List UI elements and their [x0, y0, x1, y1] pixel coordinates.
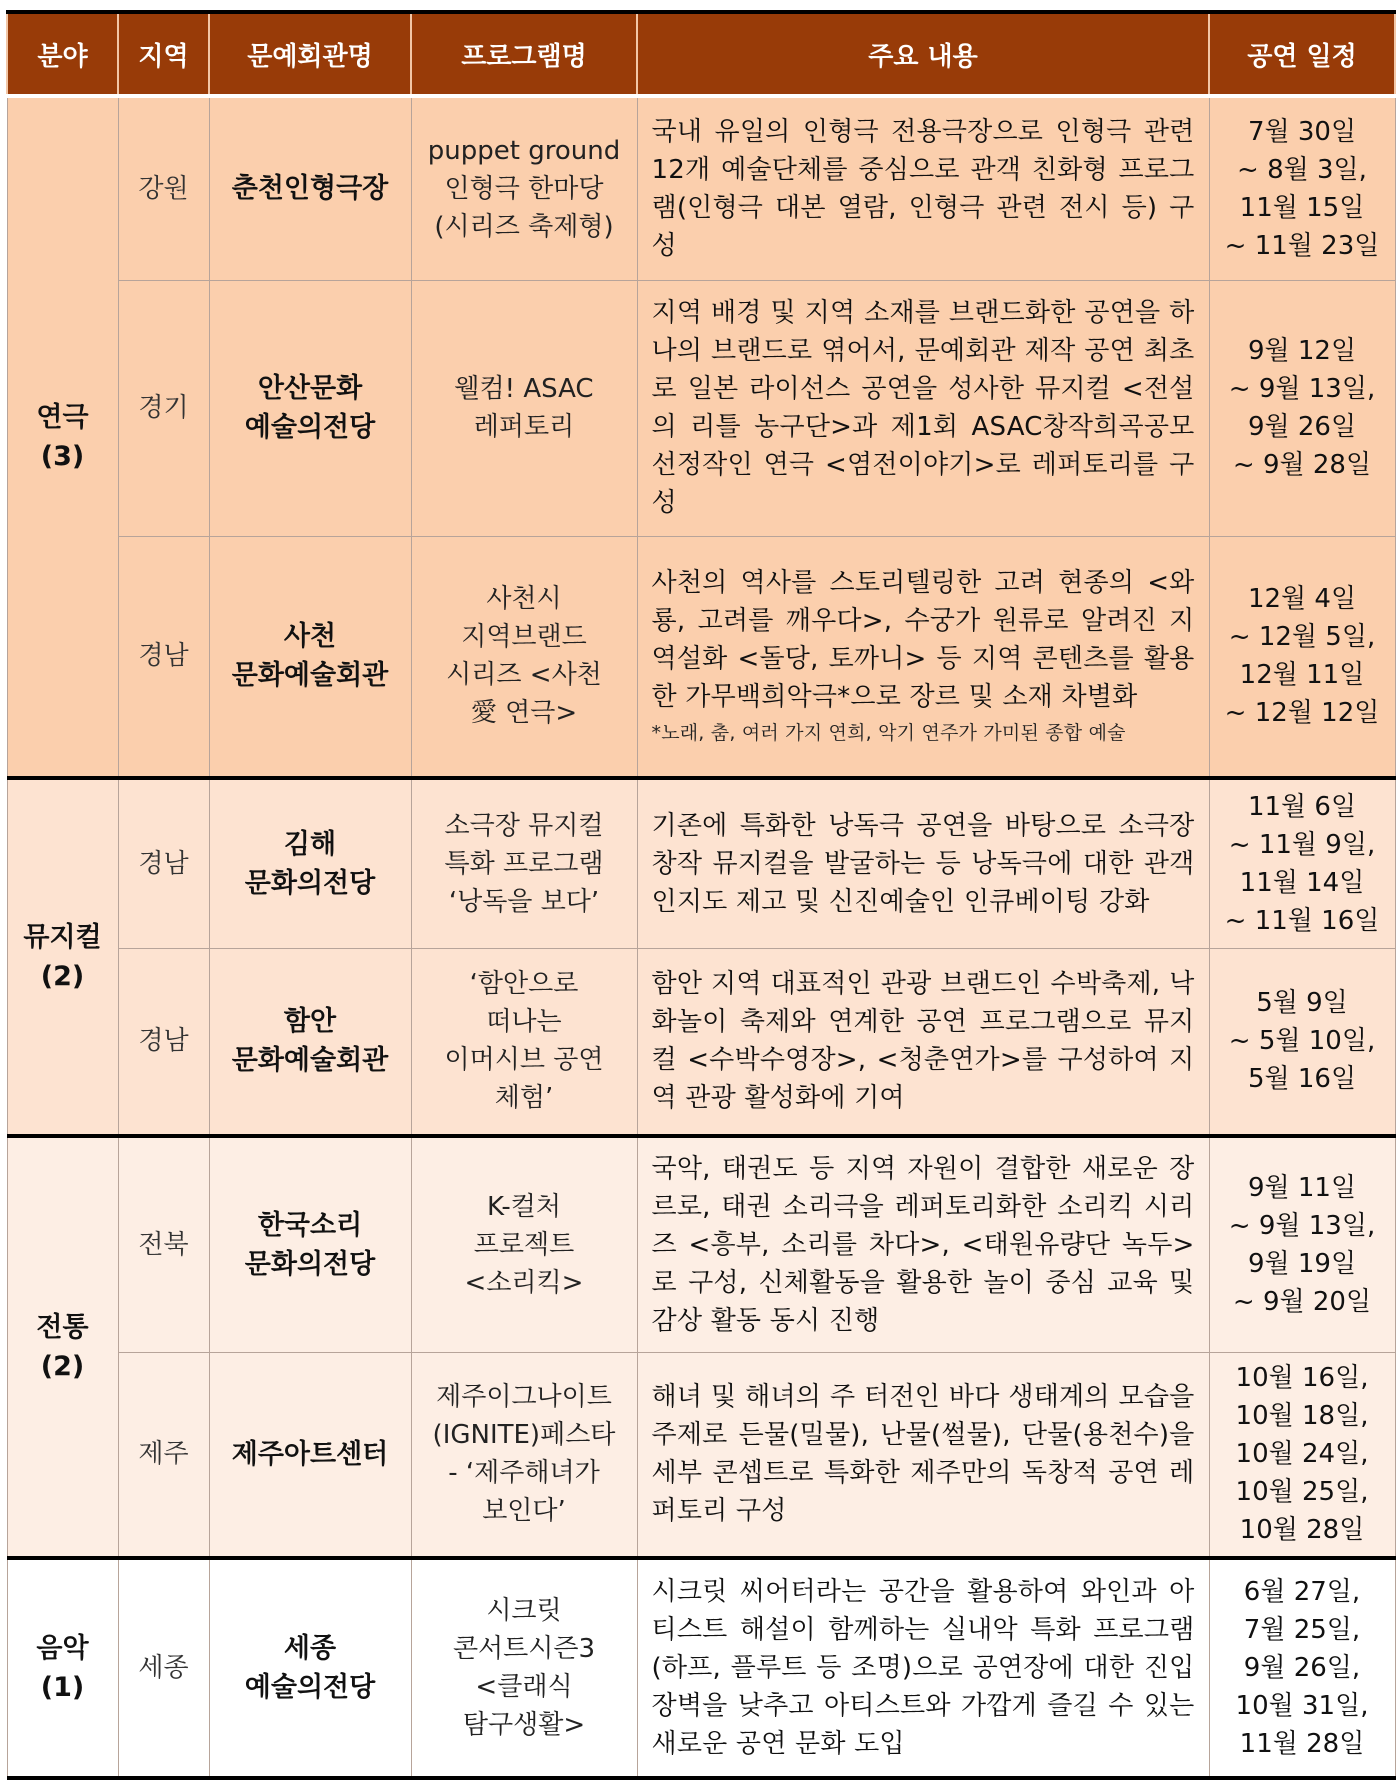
- table-row: [7, 536, 1395, 778]
- program-table: [6, 10, 1396, 1780]
- dates-cell-line: 11월 6일: [1247, 791, 1357, 822]
- dates-cell-line: 11월 15일: [1239, 192, 1365, 223]
- dates-cell-line: 12월 11일: [1239, 660, 1365, 691]
- venue-cell-line: 김해: [283, 828, 337, 860]
- description-text: 사천의 역사를 스토리텔링한 고려 현종의 <와룡, 고려를 깨우다>, 수궁가 원류로 알려진 지역설화 <돌당, 토까니> 등 지역 콘텐츠를 활용한 가무백희악극*으로 장르 및 소재 차별화: [651, 568, 1195, 713]
- header-field: 분야: [7, 12, 118, 96]
- program-cell-line: 이머시브 공연: [444, 1045, 604, 1076]
- program-cell-line: 지역브랜드: [461, 622, 587, 653]
- description-text: 해녀 및 해녀의 주 터전인 바다 생태계의 모습을 주제로 든물(밀물), 난물(썰물), 단물(용천수)을 세부 콘셉트로 특화한 제주만의 독창적 공연 레퍼토리 구성: [651, 1382, 1195, 1527]
- field-cell-line: (2): [40, 1351, 85, 1382]
- field-cell-line: (3): [40, 441, 85, 472]
- program-cell-line: puppet ground: [427, 135, 621, 166]
- program-cell: [411, 948, 637, 1136]
- venue-cell: [209, 1558, 411, 1778]
- region-cell: 제주: [118, 1352, 209, 1558]
- program-cell-line: 프로젝트: [473, 1229, 575, 1260]
- region-cell: 강원: [118, 96, 209, 280]
- field-cell: [7, 1136, 118, 1558]
- footnote: *노래, 춤, 여러 가지 연희, 악기 연주가 가미된 종합 예술: [651, 722, 1126, 745]
- venue-cell-line: 문화의전당: [244, 867, 376, 899]
- description-text: 국악, 태권도 등 지역 자원이 결합한 새로운 장르로, 태권 소리극을 레퍼토리화한 소리킥 시리즈 <흥부, 소리를 차다>, <태원유량단 녹두>로 구성, 신체활동을 활용한 놀이 중심 교육 및 감상 활동 동시 진행: [651, 1153, 1195, 1336]
- venue-cell-line: 문화예술회관: [231, 1045, 389, 1077]
- header-region: 지역: [118, 12, 209, 96]
- dates-cell: [1209, 1136, 1395, 1352]
- dates-cell-line: 9월 19일: [1247, 1248, 1357, 1279]
- table-row: [7, 1136, 1395, 1352]
- description-cell: [637, 948, 1209, 1136]
- region-cell: 전북: [118, 1136, 209, 1352]
- header-description: 주요 내용: [637, 12, 1209, 96]
- program-cell-line: 레퍼토리: [473, 412, 575, 442]
- program-cell: [411, 280, 637, 536]
- description-text: 지역 배경 및 지역 소재를 브랜드화한 공연을 하나의 브랜드로 엮어서, 문예회관 제작 공연 최초로 일본 라이선스 공연을 성사한 뮤지컬 <전설의 리틀 농구단>과 제1회 ASAC창작희곡공모 선정작인 연극 <염전이야기>로 레퍼토리를 구성: [651, 298, 1195, 518]
- program-cell-line: 떠나는: [486, 1007, 562, 1038]
- field-cell: [7, 96, 118, 778]
- venue-cell-line: 안산문화: [257, 373, 363, 404]
- program-cell-line: 제주이그나이트: [436, 1382, 612, 1413]
- dates-cell-line: 9월 26일: [1247, 412, 1357, 442]
- description-text: 시크릿 씨어터라는 공간을 활용하여 와인과 아티스트 해설이 함께하는 실내악 특화 프로그램(하프, 플루트 등 조명)으로 공연장에 대한 진입장벽을 낮추고 아티스트와 가깝게 즐길 수 있는 새로운 공연 문화 도입: [651, 1577, 1195, 1759]
- venue-cell: [209, 778, 411, 948]
- program-table-wrapper: [6, 10, 1394, 1780]
- dates-cell: [1209, 778, 1395, 948]
- description-cell: [637, 280, 1209, 536]
- venue-cell-line: 사천: [283, 621, 337, 653]
- program-cell: [411, 1352, 637, 1558]
- dates-cell: [1209, 96, 1395, 280]
- dates-cell-line: 10월 18일,: [1235, 1401, 1369, 1432]
- program-cell-line: 시리즈 <사천: [446, 660, 602, 691]
- dates-cell-line: ~ 12월 5일,: [1228, 622, 1376, 653]
- program-cell-line: 특화 프로그램: [444, 848, 604, 879]
- dates-cell-line: ~ 11월 9일,: [1228, 829, 1376, 860]
- dates-cell-line: 5월 16일: [1247, 1064, 1357, 1095]
- venue-cell: [209, 536, 411, 778]
- header-dates: 공연 일정: [1209, 12, 1395, 96]
- region-cell: 경기: [118, 280, 209, 536]
- program-cell: [411, 96, 637, 280]
- program-cell-line: 시크릿: [486, 1596, 562, 1626]
- venue-cell-line: 한국소리: [257, 1209, 363, 1241]
- dates-cell-line: ~ 9월 20일: [1232, 1286, 1372, 1317]
- description-cell: [637, 1136, 1209, 1352]
- dates-cell-line: 10월 25일,: [1235, 1477, 1369, 1508]
- dates-cell-line: ~ 9월 13일,: [1228, 1210, 1376, 1241]
- dates-cell-line: ~ 11월 16일: [1224, 905, 1380, 936]
- venue-cell-line: 예술의전당: [244, 412, 376, 443]
- venue-cell-line: 함안: [283, 1006, 337, 1038]
- table-row: [7, 280, 1395, 536]
- dates-cell: [1209, 536, 1395, 778]
- venue-cell-line: 춘천인형극장: [231, 173, 389, 205]
- region-cell: 경남: [118, 778, 209, 948]
- table-row: [7, 948, 1395, 1136]
- venue-cell: [209, 280, 411, 536]
- program-cell: [411, 1558, 637, 1778]
- dates-cell-line: 7월 30일: [1247, 116, 1357, 147]
- description-text: 국내 유일의 인형극 전용극장으로 인형극 관련 12개 예술단체를 중심으로 관객 친화형 프로그램(인형극 대본 열람, 인형극 관련 전시 등) 구성: [651, 116, 1195, 261]
- table-row: [7, 96, 1395, 280]
- dates-cell-line: ~ 9월 13일,: [1228, 374, 1376, 404]
- description-text: 기존에 특화한 낭독극 공연을 바탕으로 소극장 창작 뮤지컬을 발굴하는 등 낭독극에 대한 관객 인지도 제고 및 신진예술인 인큐베이팅 강화: [651, 810, 1195, 917]
- dates-cell-line: 5월 9일: [1256, 988, 1348, 1019]
- description-text: 함안 지역 대표적인 관광 브랜드인 수박축제, 낙화놀이 축제와 연계한 공연 프로그램으로 뮤지컬 <수박수영장>, <청춘연가>를 구성하여 지역 관광 활성화에 기여: [651, 969, 1195, 1114]
- dates-cell-line: 7월 25일,: [1243, 1615, 1361, 1645]
- venue-cell-line: 문화의전당: [244, 1248, 376, 1280]
- dates-cell-line: 11월 28일: [1239, 1729, 1365, 1759]
- field-cell-line: 뮤지컬: [23, 922, 102, 953]
- dates-cell-line: ~ 5월 10일,: [1228, 1026, 1376, 1057]
- venue-cell: [209, 1136, 411, 1352]
- program-cell-line: 체험’: [494, 1083, 554, 1114]
- program-cell-line: - ‘제주해녀가: [448, 1458, 600, 1489]
- dates-cell-line: 6월 27일,: [1243, 1577, 1361, 1607]
- header-row: [7, 12, 1395, 96]
- program-cell-line: 愛 연극>: [470, 698, 578, 729]
- venue-cell: [209, 1352, 411, 1558]
- table-body: [7, 96, 1395, 1778]
- field-cell-line: (1): [40, 1672, 85, 1703]
- program-cell-line: <소리킥>: [464, 1267, 584, 1298]
- field-cell: [7, 1558, 118, 1778]
- header-program: 프로그램명: [411, 12, 637, 96]
- region-cell: 세종: [118, 1558, 209, 1778]
- dates-cell-line: 12월 4일: [1247, 584, 1357, 615]
- program-cell: [411, 778, 637, 948]
- dates-cell-line: ~ 8월 3일,: [1237, 154, 1367, 185]
- program-cell-line: 사천시: [486, 584, 562, 615]
- program-cell-line: 보인다’: [482, 1496, 566, 1527]
- program-cell-line: K-컬처: [487, 1191, 561, 1222]
- program-cell-line: (IGNITE)페스타: [432, 1420, 616, 1451]
- program-cell-line: ‘낭독을 보다’: [448, 886, 600, 917]
- dates-cell-line: 10월 16일,: [1235, 1363, 1369, 1394]
- dates-cell-line: 10월 31일,: [1235, 1691, 1369, 1721]
- region-cell: 경남: [118, 536, 209, 778]
- dates-cell-line: ~ 11월 23일: [1224, 230, 1380, 261]
- field-cell-line: (2): [40, 961, 85, 992]
- venue-cell-line: 제주아트센터: [231, 1438, 389, 1470]
- field-cell: [7, 778, 118, 1136]
- program-cell-line: <클래식: [475, 1672, 573, 1702]
- program-cell-line: 탐구생활>: [462, 1710, 586, 1740]
- description-cell: [637, 778, 1209, 948]
- dates-cell: [1209, 948, 1395, 1136]
- venue-cell: [209, 948, 411, 1136]
- program-cell-line: ‘함안으로: [469, 969, 579, 1000]
- table-row: [7, 1558, 1395, 1778]
- dates-cell: [1209, 1352, 1395, 1558]
- dates-cell-line: 9월 11일: [1247, 1172, 1357, 1203]
- venue-cell-line: 문화예술회관: [231, 660, 389, 692]
- field-cell-line: 전통: [36, 1312, 89, 1343]
- dates-cell-line: 9월 12일: [1247, 336, 1357, 366]
- description-cell: [637, 536, 1209, 778]
- table-header: [7, 12, 1395, 96]
- venue-cell-line: 예술의전당: [244, 1672, 376, 1703]
- program-cell-line: 웰컴! ASAC: [454, 374, 594, 404]
- dates-cell-line: 9월 26일,: [1243, 1653, 1361, 1683]
- field-cell-line: 음악: [36, 1633, 89, 1664]
- program-cell-line: 소극장 뮤지컬: [444, 810, 604, 841]
- description-cell: [637, 1558, 1209, 1778]
- venue-cell-line: 세종: [283, 1633, 337, 1664]
- table-row: [7, 778, 1395, 948]
- table-row: [7, 1352, 1395, 1558]
- dates-cell-line: 10월 24일,: [1235, 1439, 1369, 1470]
- dates-cell-line: 10월 28일: [1239, 1515, 1365, 1546]
- venue-cell: [209, 96, 411, 280]
- program-cell-line: (시리즈 축제형): [434, 211, 614, 242]
- dates-cell-line: ~ 12월 12일: [1224, 698, 1380, 729]
- header-venue: 문예회관명: [209, 12, 411, 96]
- dates-cell: [1209, 280, 1395, 536]
- program-cell: [411, 536, 637, 778]
- dates-cell-line: ~ 9월 28일: [1232, 450, 1372, 480]
- description-cell: [637, 1352, 1209, 1558]
- dates-cell: [1209, 1558, 1395, 1778]
- field-cell-line: 연극: [36, 402, 89, 433]
- program-cell-line: 인형극 한마당: [444, 173, 604, 204]
- dates-cell-line: 11월 14일: [1239, 867, 1365, 898]
- program-cell: [411, 1136, 637, 1352]
- description-cell: [637, 96, 1209, 280]
- program-cell-line: 콘서트시즌3: [452, 1634, 596, 1664]
- region-cell: 경남: [118, 948, 209, 1136]
